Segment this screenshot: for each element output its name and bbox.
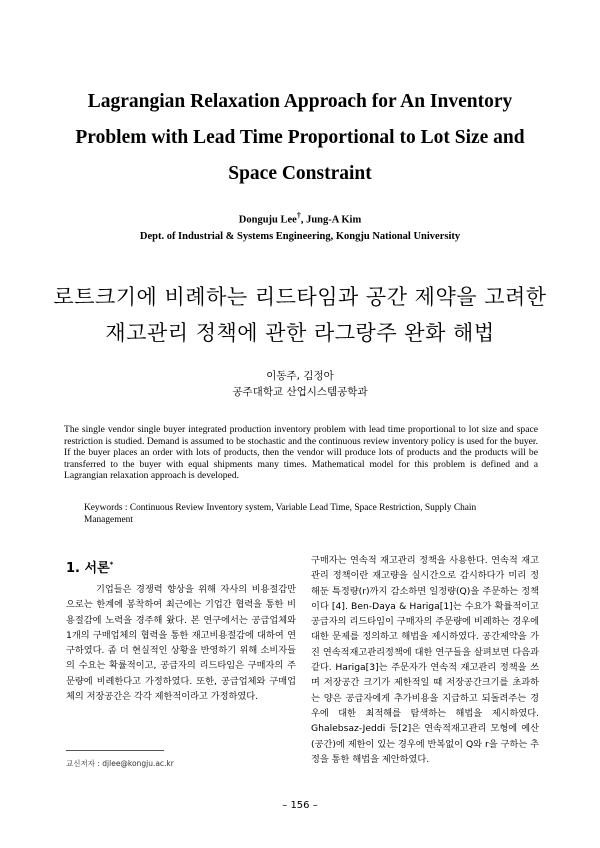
section-heading	[66, 557, 113, 576]
author-name-2: , Jung-A Kim	[300, 214, 362, 226]
korean-title-line-2: 재고관리 정책에 관한 라그랑주 완화 해법	[105, 321, 495, 345]
korean-author-block	[40, 368, 560, 400]
korean-authors: 이동주, 김정아	[266, 370, 334, 382]
abstract: The single vendor single buyer integrated production inventory problem with lead time proportional to lot size and space restriction is studied. Demand is assumed to be stochastic and the continuous review inventory policy is used for the buyer. If the buyer places an order with lots of products, then the vendor will produce lots of products and the products will be transferred to the buyer with equal shipments many times. Mathematical model for this problem is defined and a Lagrangian relaxation approach is developed.	[64, 424, 538, 481]
affiliation: Dept. of Industrial & Systems Engineering, Kongju National University	[139, 230, 461, 242]
title-line-3: Space Constraint	[228, 163, 372, 184]
korean-title-line-1: 로트크기에 비례하는 리드타임과 공간 제약을 고려한	[53, 285, 547, 309]
paper-title	[40, 84, 560, 192]
section-mark: *	[109, 560, 114, 569]
keywords-text: Continuous Review Inventory system, Variable Lead Time, Space Restriction, Supply Chain Management	[84, 503, 477, 525]
keywords	[84, 502, 516, 526]
title-line-2: Problem with Lead Time Proportional to Lot Size and	[75, 127, 525, 148]
author-name-1: Donguju Lee	[238, 214, 297, 226]
right-column-text: 구매자는 연속적 재고관리 정책을 사용한다. 연속적 재고 관리 정책이란 재고량을 실시간으로 감시하다가 미리 정해둔 특정량(r)까지 감소하면 일정량(Q)을 주문하는 정책이다 [4]. Ben-Daya & Hariga[1]는 수요가 확률적이고 공급자의 리드타임이 구매자의 주문량에 비례하는 경우에 대한 문제를 정의하고 해법을 제시하였다. 공간제약을 가진 연속적재고관리정책에 대한 연구들을 살펴보면 다음과 같다. Hariga[3]는 주문자가 연속적 재고관리 정책을 쓰며 저장공간 크기가 제한적일 때 저장공간크기를 초과하는 양은 공급자에게 추가비용을 지급하고 되돌려주는 경우에 대한 최적해를 탐색하는 해법을 제시하였다. Ghalebsaz-Jeddi 등[2]은 연속적재고관리 모형에 예산(공간)에 제한이 있는 경우에 반복없이 Q와 r을 구하는 추정을 통한 해법을 제안하였다.	[311, 555, 539, 765]
author-block	[40, 208, 560, 245]
page-number: – 156 –	[282, 800, 318, 811]
author-names	[40, 208, 560, 229]
keywords-label: Keywords :	[84, 503, 130, 513]
korean-title	[30, 279, 570, 351]
title-line-1: Lagrangian Relaxation Approach for An Inventory	[87, 91, 513, 112]
footnote-rule	[66, 750, 164, 751]
footnote: 교신저자 : djlee@kongju.ac.kr	[66, 759, 174, 768]
left-column-text: 기업들은 경쟁력 향상을 위해 자사의 비용절감만으로는 한계에 봉착하여 최근에는 기업간 협력을 통한 비용절감에 노력을 경주해 왔다. 본 연구에서는 공급업체와 1개의 구매업체의 협력을 통한 재고비용절감에 대하여 연구하였다. 좀 더 현실적인 상황을 반영하기 위해 소비자들의 수요는 확률적이고, 공급자의 리드타임은 구매자의 주문량에 비례한다고 가정하였다. 또한, 공급업체와 구매업체의 저장공간은 각각 제한적이라고 가정하였다.	[66, 584, 296, 703]
section-heading-text: 1. 서론	[66, 561, 110, 576]
korean-affiliation: 공주대학교 산업시스템공학과	[232, 386, 368, 398]
corresponding-mark: †	[296, 211, 301, 220]
